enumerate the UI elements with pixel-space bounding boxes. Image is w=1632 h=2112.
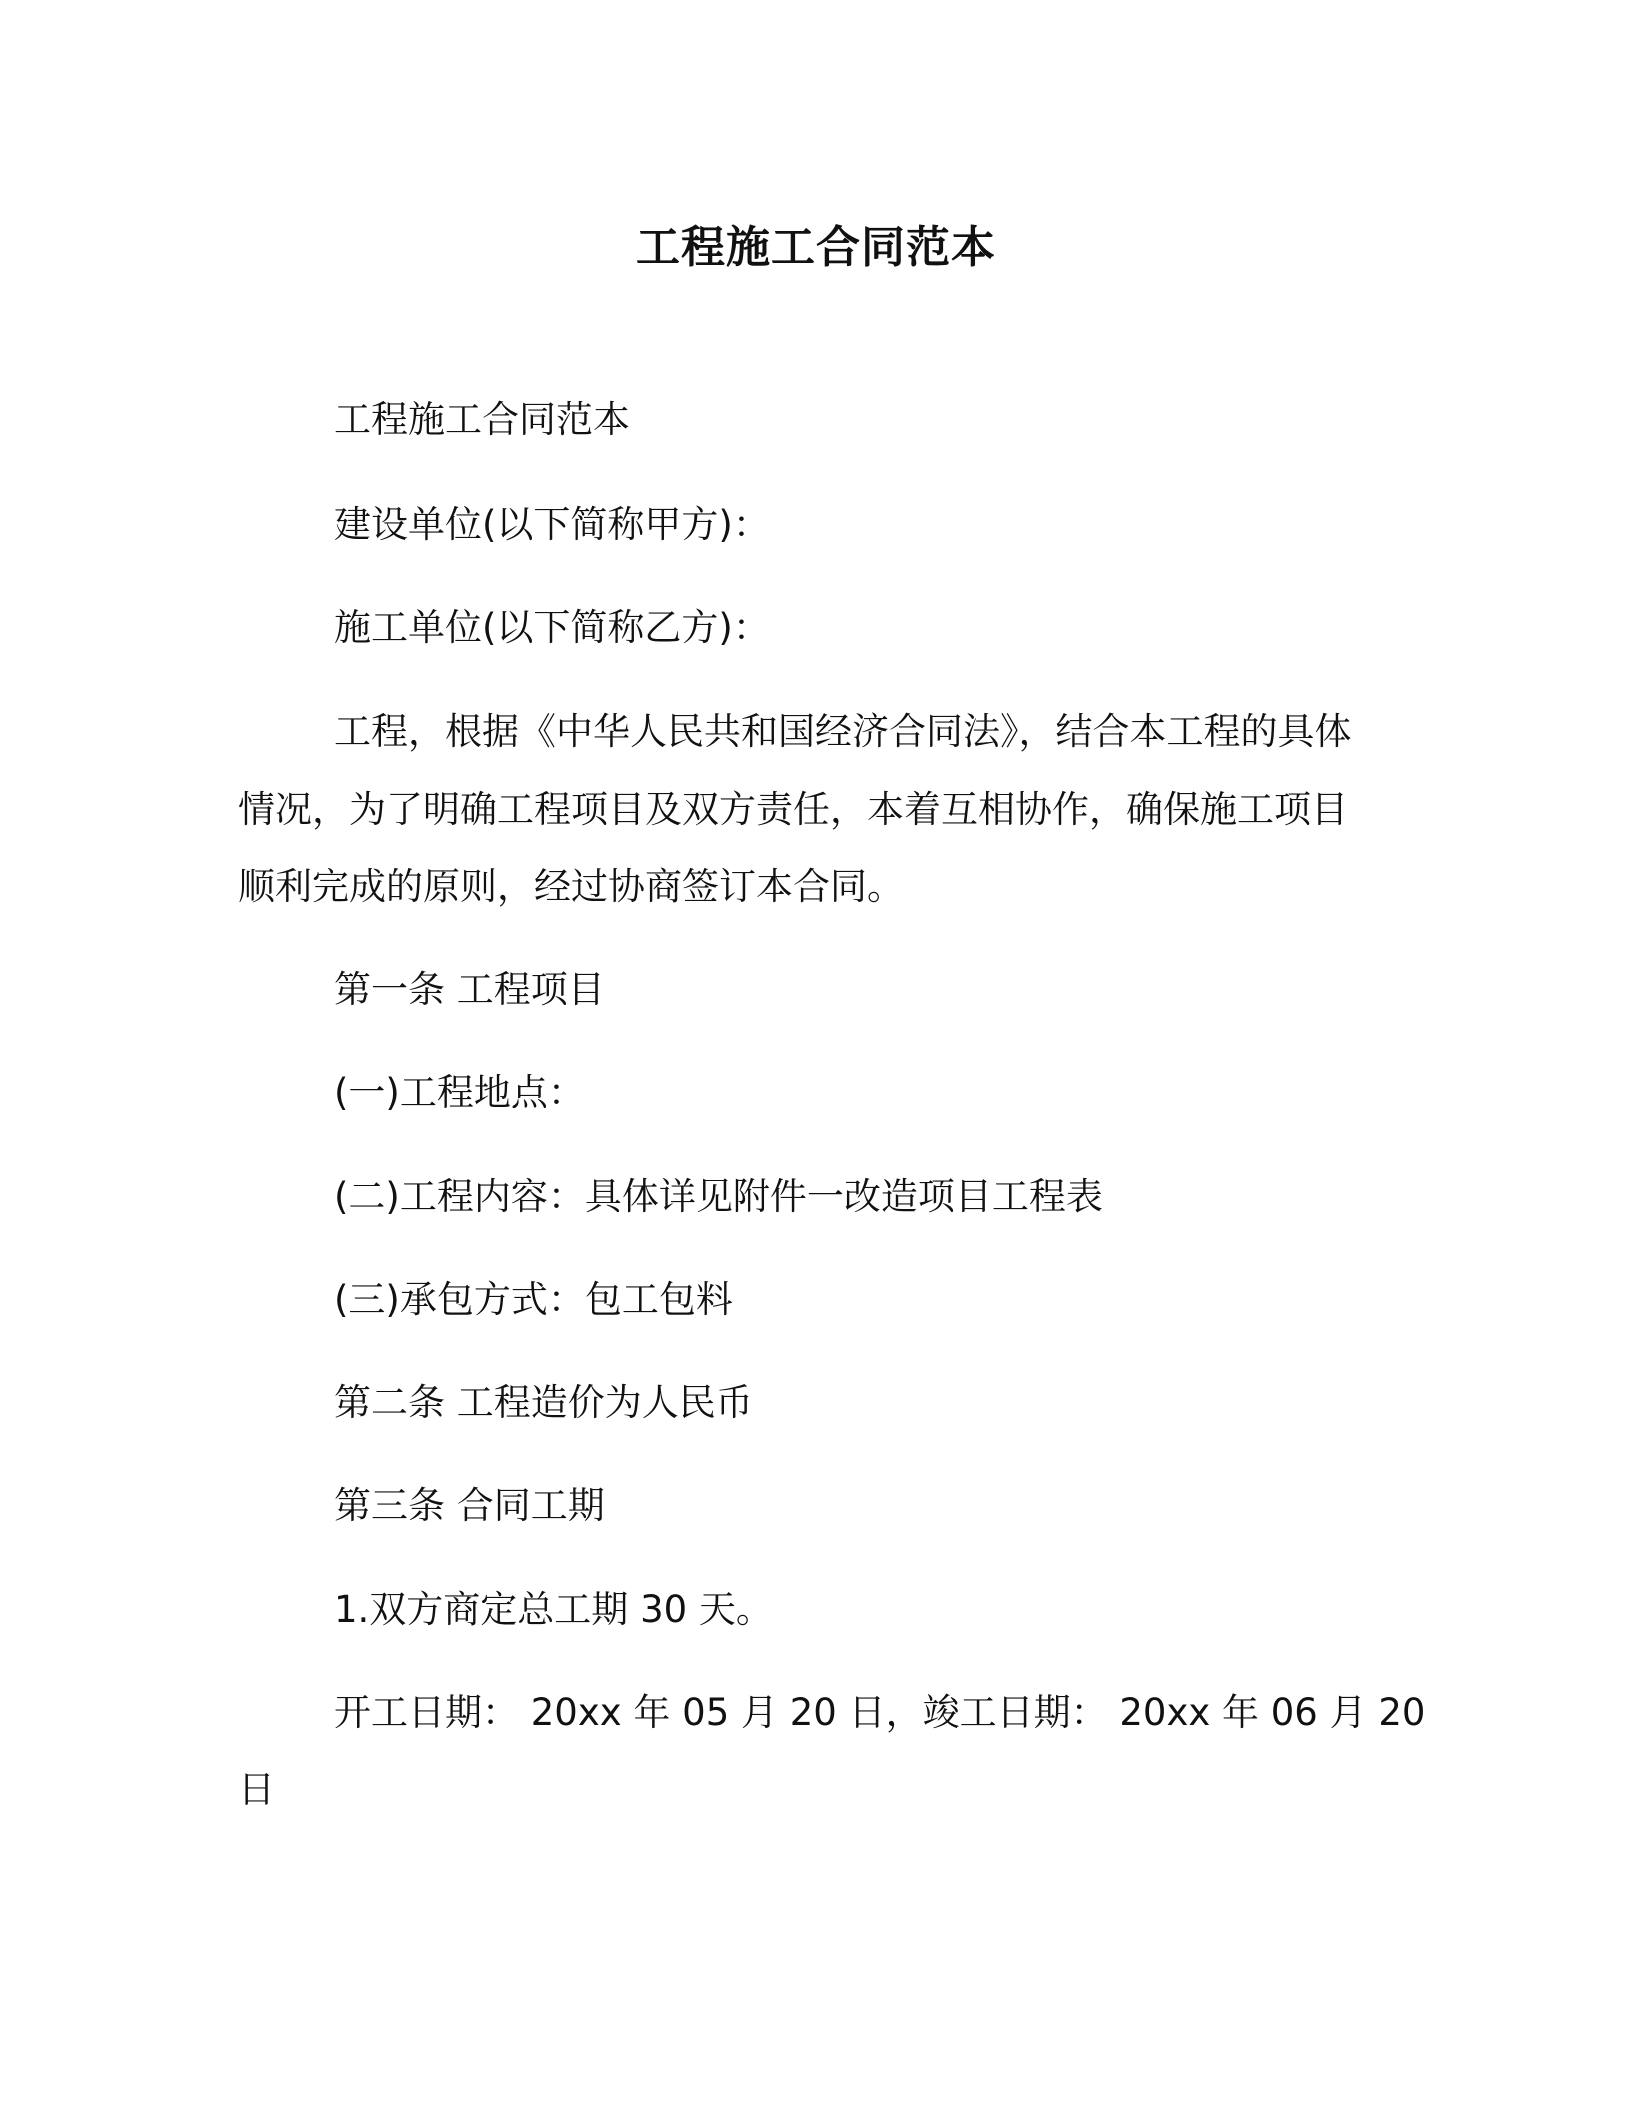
- dates-line-2: 日: [238, 1768, 275, 1811]
- article-3-item-1: 1.双方商定总工期 30 天。: [334, 1588, 773, 1631]
- preamble-line-1: 工程，根据《中华人民共和国经济合同法》，结合本工程的具体: [334, 710, 1352, 753]
- article-1-heading: 第一条 工程项目: [334, 968, 605, 1011]
- article-2-heading: 第二条 工程造价为人民币: [334, 1381, 753, 1424]
- article-1-item-2: (二)工程内容：具体详见附件一改造项目工程表: [334, 1175, 1103, 1218]
- preamble-line-3: 顺利完成的原则，经过协商签订本合同。: [238, 865, 904, 908]
- document-title: 工程施工合同范本: [636, 222, 996, 273]
- subtitle-line: 工程施工合同范本: [334, 398, 630, 441]
- party-a-line: 建设单位(以下简称甲方)：: [334, 503, 770, 546]
- article-1-item-1: (一)工程地点：: [334, 1071, 585, 1114]
- article-3-heading: 第三条 合同工期: [334, 1484, 605, 1527]
- party-b-line: 施工单位(以下简称乙方)：: [334, 606, 770, 649]
- article-1-item-3: (三)承包方式：包工包料: [334, 1278, 733, 1321]
- preamble-line-2: 情况，为了明确工程项目及双方责任，本着互相协作，确保施工项目: [238, 788, 1348, 831]
- dates-line-1: 开工日期： 20xx 年 05 月 20 日，竣工日期： 20xx 年 06 月 20: [334, 1691, 1426, 1734]
